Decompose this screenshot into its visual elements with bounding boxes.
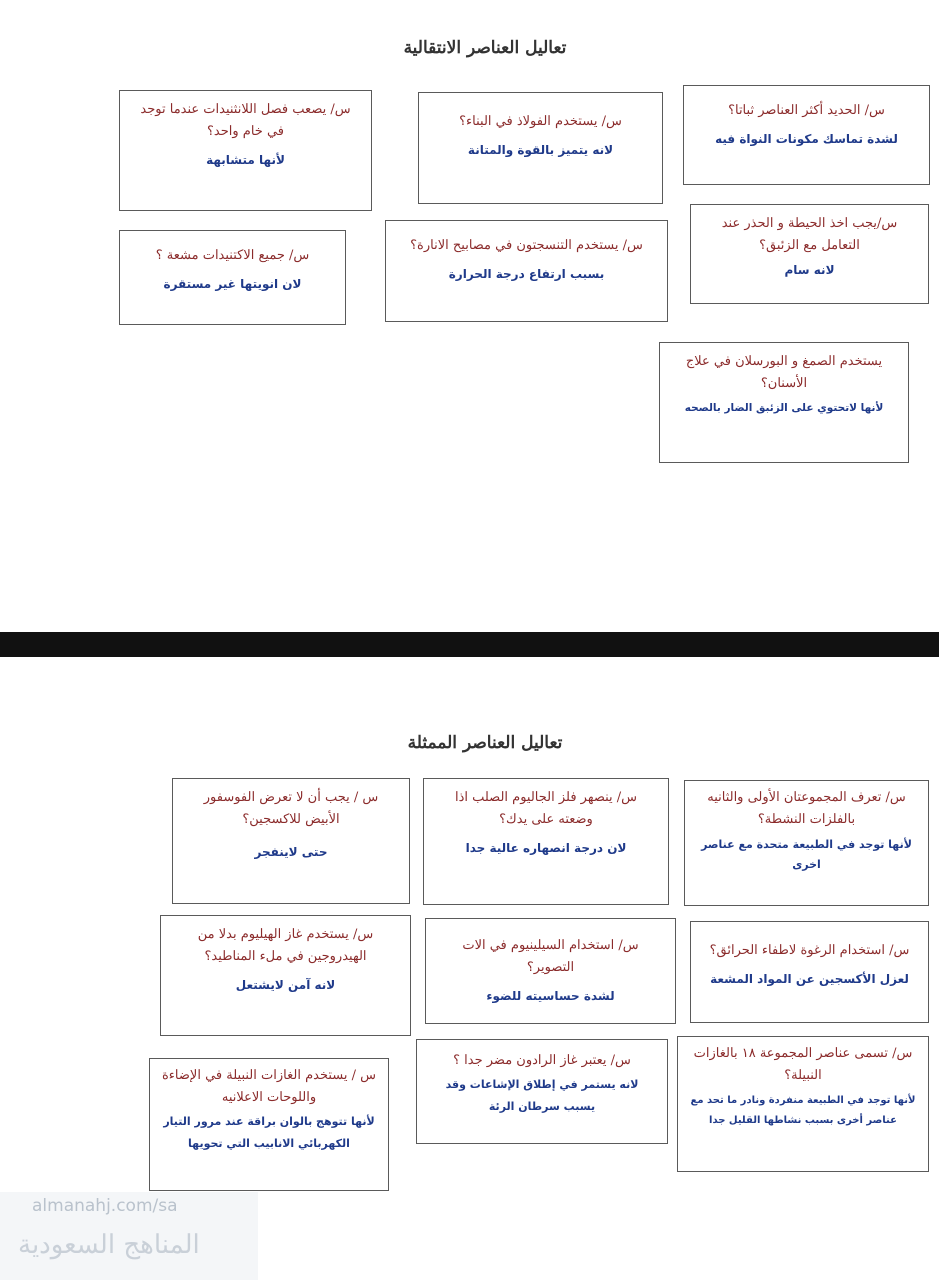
question: يستخدم الصمغ و البورسلان في علاج الأسنان؟ [685,354,883,391]
question: س/ يعتبر غاز الرادون مضر جدا ؟ [453,1053,631,1068]
card-mercury-caution [690,204,929,304]
card-helium-balloons [160,915,411,1036]
question: س/ يستخدم التنسجتون في مصابيح الانارة؟ [410,238,643,253]
card-actinides-radioactive [119,230,346,325]
card-foam-extinguish [690,921,929,1023]
answer: لأنها توجد في الطبيعة منفردة ونادر ما تحد مع عناصر أخرى بسبب نشاطها القليل جدا [690,1095,916,1126]
answer: لانه سام [784,263,835,277]
question: س/ ينصهر فلز الجاليوم الصلب اذا وضعته على يدك؟ [454,790,638,827]
question: س/يجب اخذ الحيطة و الحذر عند التعامل مع الزئبق؟ [721,216,898,253]
answer: لان انويتها غير مستقرة [163,277,302,291]
watermark-url: almanahj.com/sa [32,1196,178,1216]
question: س/ يصعب فصل اللانثنيدات عندما توجد في خام واحد؟ [140,102,351,139]
card-radon-harmful [416,1039,668,1144]
question: س / يجب أن لا تعرض الفوسفور الأبيض للاكسجين؟ [203,790,379,827]
answer: لعزل الأكسجين عن المواد المشعة [710,972,909,986]
question: س/ جميع الاكتنيدات مشعة ؟ [155,248,310,263]
question: س/ يستخدم الفولاذ في البناء؟ [459,114,622,129]
section1-title: تعاليل العناصر الانتقالية [403,38,567,58]
answer: لأنها لاتحتوي على الزئبق الضار بالصحه [684,402,884,414]
card-tungsten-lamps [385,220,668,322]
card-dental-materials [659,342,909,463]
answer: لأنها متشابهة [206,153,285,167]
card-noble-gases-lighting [149,1058,389,1191]
question: س/ تعرف المجموعتان الأولى والثانيه بالفلزات النشطة؟ [707,790,906,827]
answer: حتى لاينفجر [254,845,328,859]
answer: لانه آمن لايشتعل [235,978,336,992]
answer: لانه يستمر في إطلاق الإشاعات وقد يسبب سرطان الرئة [445,1078,639,1113]
answer: بسبب ارتفاع درجة الحرارة [448,267,605,281]
answer: لشدة تماسك مكونات النواة فيه [715,132,898,146]
card-noble-gases [677,1036,929,1172]
question: س/ استخدام الرغوة لاطفاء الحرائق؟ [709,943,910,958]
answer: لانه يتميز بالقوة والمتانة [467,143,614,157]
card-iron-stability [683,85,930,185]
card-steel-construction [418,92,663,204]
answer: لشدة حساسيته للضوء [486,989,615,1003]
question: س/ تسمى عناصر المجموعة ١٨ بالغازات النبيلة؟ [693,1046,913,1083]
card-selenium-cameras [425,918,676,1024]
card-active-metals [684,780,929,906]
watermark-logo-text: المناهج السعودية [18,1230,200,1260]
card-gallium-melts [423,778,669,905]
card-lanthanides-separation [119,90,372,211]
answer: لان درجة انصهاره عالية جدا [465,841,627,855]
section2-title: تعاليل العناصر الممثلة [407,733,563,753]
question: س/ الحديد أكثر العناصر ثباتا؟ [728,103,885,118]
section-divider [0,632,939,657]
answer: لأنها تتوهج بالوان براقة عند مرور التيار الكهربائي الانابيب التي تحويها [163,1115,375,1150]
question: س/ يستخدم غاز الهيليوم بدلا من الهيدروجين في ملء المناطيد؟ [197,927,374,964]
card-white-phosphorus [172,778,410,904]
question: س/ استخدام السيلينيوم في الات التصوير؟ [462,938,639,975]
question: س / يستخدم الغازات النبيلة في الإضاءة واللوحات الاعلانيه [162,1068,376,1105]
answer: لأنها توجد في الطبيعة متحدة مع عناصر اخرى [701,838,912,871]
